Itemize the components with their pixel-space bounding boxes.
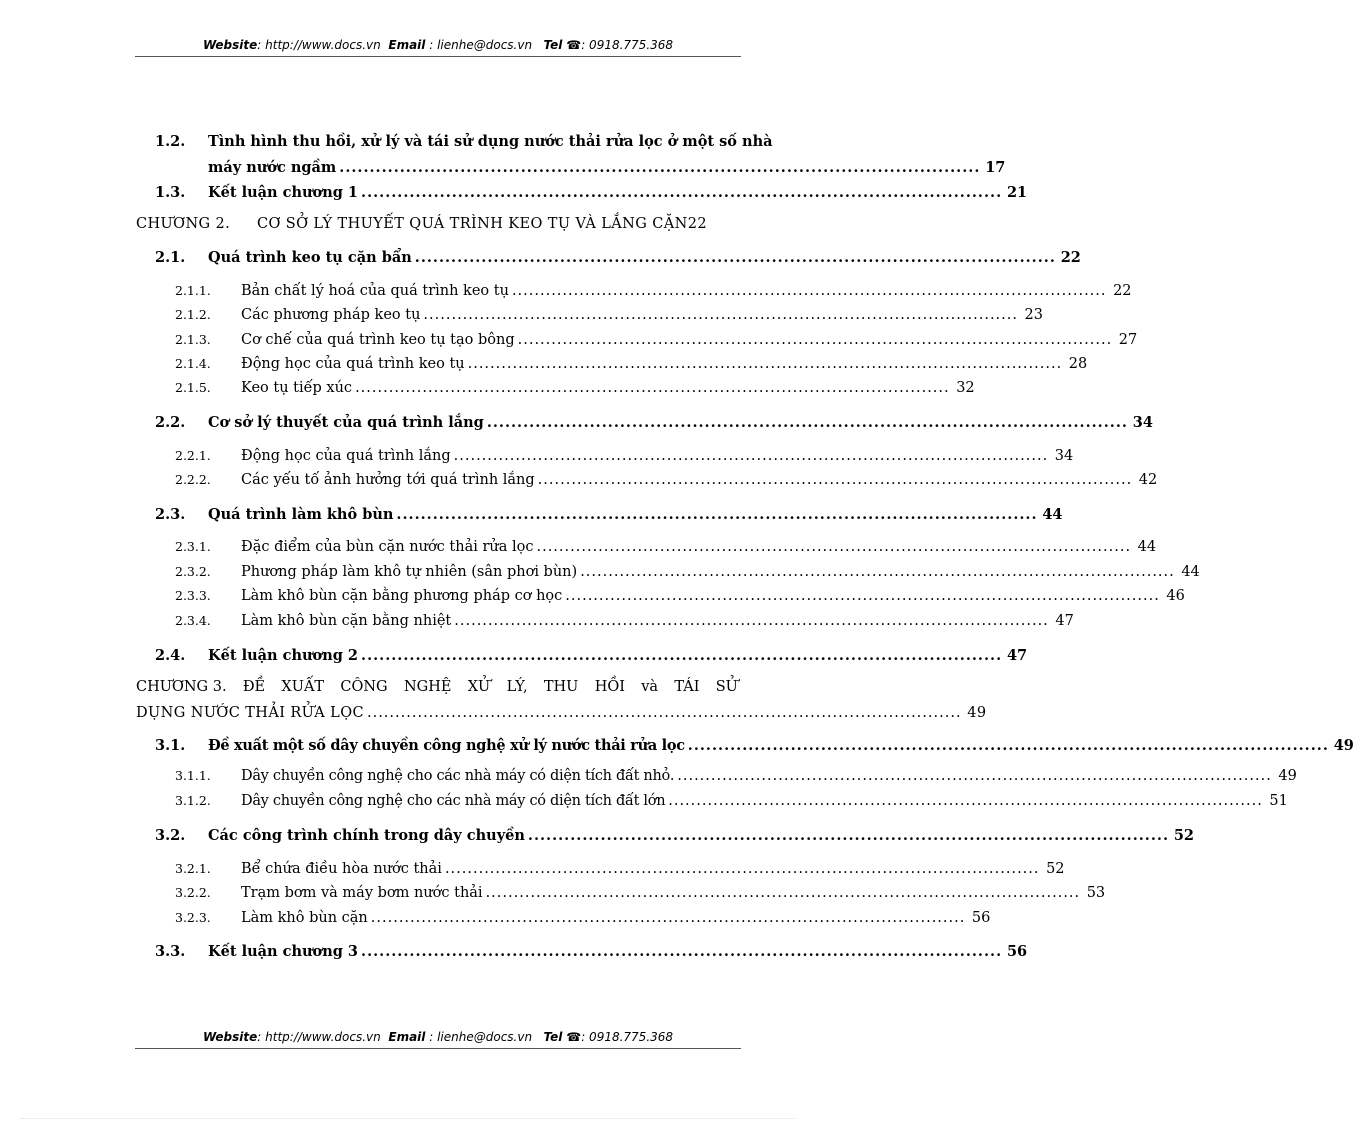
toc-page: 22 [1060, 249, 1081, 266]
toc-number: 2.2.2. [175, 472, 211, 487]
toc-number: 3.2.3. [175, 910, 211, 925]
toc-entry-3-1-2[interactable] [175, 793, 1288, 809]
toc-title: Làm khô bùn cặn [241, 910, 368, 926]
toc-title: Bể chứa điều hòa nước thải [241, 861, 442, 877]
toc-number: 2.1.2. [175, 307, 211, 322]
toc-number: 2.1.3. [175, 332, 211, 347]
toc-leader: .......................................................................................................... [580, 564, 1175, 580]
toc-page: 49 [1278, 768, 1297, 784]
toc-page: 42 [1138, 472, 1158, 488]
toc-leader: .......................................................................................................... [444, 861, 1040, 877]
toc-leader: .......................................................................................................... [370, 910, 966, 926]
toc-leader: .......................................................................................................... [355, 380, 950, 396]
toc-title: Tình hình thu hồi, xử lý và tái sử dụng nước thải rửa lọc ở một số nhà [208, 133, 773, 150]
toc-leader: .......................................................................................................... [536, 539, 1132, 555]
toc-title: Phương pháp làm khô tự nhiên (sân phơi bùn) [241, 564, 578, 580]
toc-leader: .......................................................................................................... [527, 827, 1169, 844]
toc-page: 49 [967, 705, 987, 721]
toc-title: Các yếu tố ảnh hưởng tới quá trình lắng [241, 472, 535, 488]
toc-title: Động học của quá trình keo tụ [241, 356, 465, 372]
footer-tel-label: Tel [543, 1030, 563, 1044]
toc-entry-1-3[interactable] [155, 184, 1028, 201]
toc-chapter-label: CHƯƠNG 3. [136, 679, 227, 695]
page-footer [135, 1030, 741, 1044]
toc-entry-2-3-2[interactable] [175, 564, 1200, 580]
toc-page: 49 [1333, 737, 1354, 754]
toc-title: Kết luận chương 3 [208, 943, 359, 960]
toc-title: Làm khô bùn cặn bằng phương pháp cơ học [241, 588, 563, 604]
toc-number: 1.2. [155, 133, 186, 150]
toc-leader: .......................................................................................................... [339, 159, 981, 176]
toc-entry-2-1-1[interactable] [175, 283, 1132, 299]
toc-title: Đề xuất một số dây chuyền công nghệ xử lý nước thải rửa lọc [208, 737, 685, 754]
toc-title: Động học của quá trình lắng [241, 448, 451, 464]
toc-leader: .......................................................................................................... [361, 943, 1003, 960]
footer-email-label: Email [388, 1030, 426, 1044]
toc-title: Quá trình keo tụ cặn bẩn [208, 249, 412, 266]
toc-leader: .......................................................................................................... [565, 588, 1160, 604]
toc-number: 1.3. [155, 184, 186, 201]
toc-page: 44 [1042, 506, 1063, 523]
toc-entry-2-2-2[interactable] [175, 472, 1158, 488]
toc-number: 2.1.1. [175, 283, 211, 298]
header-website-label: Website [202, 38, 258, 52]
toc-page: 53 [1086, 885, 1106, 901]
toc-title-word: THU [543, 679, 579, 695]
page-header [135, 38, 741, 52]
footer-website-value: : http://www.docs.vn [257, 1030, 381, 1044]
toc-page: 47 [1055, 613, 1074, 629]
toc-leader: .......................................................................................................... [453, 448, 1049, 464]
toc-page: 44 [1137, 539, 1157, 555]
header-website-value: : http://www.docs.vn [257, 38, 381, 52]
toc-title-word: CÔNG [340, 679, 388, 695]
toc-page: 22 [687, 216, 707, 232]
toc-page: 46 [1166, 588, 1185, 604]
toc-entry-2-1[interactable] [155, 249, 1081, 266]
toc-entry-2-3[interactable] [155, 506, 1063, 523]
toc-page: 22 [1113, 283, 1132, 299]
toc-entry-2-3-4[interactable] [175, 613, 1074, 629]
toc-page: 52 [1173, 827, 1194, 844]
toc-entry-2-3-1[interactable] [175, 539, 1157, 555]
toc-title: DỤNG NƯỚC THẢI RỬA LỌC [136, 705, 364, 721]
toc-leader: .......................................................................................................... [361, 647, 1003, 664]
toc-number: 2.3.3. [175, 588, 211, 603]
header-tel-label: Tel [543, 38, 563, 52]
toc-page: 52 [1046, 861, 1065, 877]
toc-chapter-label: CHƯƠNG 2. [136, 216, 231, 232]
toc-page: 47 [1006, 647, 1028, 664]
toc-title: Đặc điểm của bùn cặn nước thải rửa lọc [241, 539, 534, 555]
toc-page: 44 [1181, 564, 1200, 580]
toc-entry-2-1-4[interactable] [175, 356, 1088, 372]
toc-entry-2-2[interactable] [155, 414, 1153, 431]
toc-title: Bản chất lý hoá của quá trình keo tụ [241, 283, 509, 299]
toc-number: 2.2.1. [175, 448, 211, 463]
toc-leader: .......................................................................................................... [511, 283, 1107, 299]
toc-leader: .......................................................................................................... [677, 768, 1272, 784]
toc-entry-3-1-1[interactable] [175, 768, 1297, 784]
toc-entry-3-2[interactable] [155, 827, 1194, 844]
toc-title: Keo tụ tiếp xúc [241, 380, 353, 396]
toc-title-word: HỒI [594, 679, 625, 695]
toc-number: 3.2. [155, 827, 186, 844]
toc-entry-2-2-1[interactable] [175, 448, 1074, 464]
toc-number: 2.1.4. [175, 356, 211, 371]
toc-title: Các công trình chính trong dây chuyền [208, 827, 525, 844]
toc-leader: .......................................................................................................... [537, 472, 1133, 488]
page-edge [20, 1118, 796, 1119]
toc-title-word: NGHỆ [403, 679, 452, 695]
toc-title-word: TÁI [674, 679, 700, 695]
toc-number: 2.3.2. [175, 564, 211, 579]
toc-number: 2.3. [155, 506, 186, 523]
toc-title: Kết luận chương 2 [208, 647, 359, 664]
toc-title: Dây chuyền công nghệ cho các nhà máy có diện tích đất nhỏ. [241, 768, 675, 784]
toc-entry-3-2-2[interactable] [175, 885, 1106, 901]
toc-entry-3-2-1[interactable] [175, 861, 1065, 877]
toc-leader: .......................................................................................................... [423, 307, 1018, 323]
toc-title: Cơ sở lý thuyết của quá trình lắng [208, 414, 484, 431]
toc-page: 27 [1118, 332, 1138, 348]
toc-leader: .......................................................................................................... [454, 613, 1049, 629]
toc-title: Trạm bơm và máy bơm nước thải [241, 885, 483, 901]
toc-leader: .......................................................................................................... [361, 184, 1003, 201]
toc-leader: .......................................................................................................... [517, 332, 1113, 348]
toc-chapter-3-cont[interactable] [136, 705, 987, 721]
toc-entry-3-3[interactable] [155, 943, 1028, 960]
toc-title: Làm khô bùn cặn bằng nhiệt [241, 613, 452, 629]
toc-title-word: ĐỀ [242, 679, 266, 695]
toc-leader: .......................................................................................................... [486, 414, 1128, 431]
toc-entry-1-2-cont[interactable] [208, 159, 1006, 176]
toc-leader: .......................................................................................................... [668, 793, 1263, 809]
toc-page: 34 [1054, 448, 1074, 464]
phone-icon: ☎ [566, 1030, 582, 1044]
toc-chapter-2[interactable] [136, 216, 738, 232]
toc-page: 23 [1024, 307, 1043, 323]
toc-entry-3-1[interactable] [155, 737, 1354, 754]
toc-title: Các phương pháp keo tụ [241, 307, 421, 323]
toc-number: 3.1. [155, 737, 186, 754]
toc-title: Cơ chế của quá trình keo tụ tạo bông [241, 332, 515, 348]
toc-title-word: LÝ, [506, 679, 528, 695]
toc-page: 34 [1132, 414, 1153, 431]
toc-title: Dây chuyền công nghệ cho các nhà máy có diện tích đất lớn [241, 793, 666, 809]
toc-leader: .......................................................................................................... [396, 506, 1038, 523]
toc-chapter-3[interactable] [136, 679, 738, 695]
toc-page: 51 [1269, 793, 1288, 809]
toc-title-word: XUẤT [281, 679, 325, 695]
toc-page: 56 [971, 910, 991, 926]
toc-number: 2.1.5. [175, 380, 211, 395]
toc-entry-1-2[interactable] [155, 133, 773, 150]
header-email-value: : lienhe@docs.vn [429, 38, 533, 52]
phone-icon: ☎ [566, 38, 582, 52]
toc-entry-2-1-5[interactable] [175, 380, 975, 396]
footer-rule [135, 1048, 741, 1049]
toc-entry-2-1-3[interactable] [175, 332, 1138, 348]
toc-leader: .......................................................................................................... [485, 885, 1081, 901]
toc-leader: .......................................................................................................... [467, 356, 1063, 372]
toc-number: 3.1.1. [175, 768, 211, 783]
toc-page: 17 [985, 159, 1006, 176]
toc-number: 2.1. [155, 249, 186, 266]
toc-title-word: XỬ [467, 679, 491, 695]
header-email-label: Email [388, 38, 426, 52]
toc-page: 56 [1006, 943, 1028, 960]
toc-entry-2-4[interactable] [155, 647, 1028, 664]
header-rule [135, 56, 741, 57]
toc-title: Quá trình làm khô bùn [208, 506, 394, 523]
toc-leader: .......................................................................................................... [414, 249, 1056, 266]
toc-number: 2.3.4. [175, 613, 211, 628]
toc-number: 3.1.2. [175, 793, 211, 808]
toc-title: máy nước ngầm [208, 159, 337, 176]
toc-title-word: và [641, 679, 659, 695]
toc-entry-2-3-3[interactable] [175, 588, 1185, 604]
toc-number: 2.3.1. [175, 539, 211, 554]
toc-number: 2.4. [155, 647, 186, 664]
toc-number: 3.3. [155, 943, 186, 960]
footer-website-label: Website [202, 1030, 258, 1044]
toc-entry-3-2-3[interactable] [175, 910, 991, 926]
header-tel-value: : 0918.775.368 [581, 38, 674, 52]
footer-email-value: : lienhe@docs.vn [429, 1030, 533, 1044]
toc-title: CƠ SỞ LÝ THUYẾT QUÁ TRÌNH KEO TỤ VÀ LẮNG CẶN [257, 216, 688, 232]
footer-tel-value: : 0918.775.368 [581, 1030, 674, 1044]
toc-page: 28 [1068, 356, 1088, 372]
toc-number: 3.2.1. [175, 861, 211, 876]
toc-number: 2.2. [155, 414, 186, 431]
toc-title: Kết luận chương 1 [208, 184, 359, 201]
toc-page: 21 [1006, 184, 1028, 201]
toc-leader: .......................................................................................................... [687, 737, 1329, 754]
toc-number: 3.2.2. [175, 885, 211, 900]
toc-entry-2-1-2[interactable] [175, 307, 1043, 323]
toc-title-word: SỬ [715, 679, 738, 695]
toc-page: 32 [956, 380, 975, 396]
toc-leader: .......................................................................................................... [366, 705, 962, 721]
